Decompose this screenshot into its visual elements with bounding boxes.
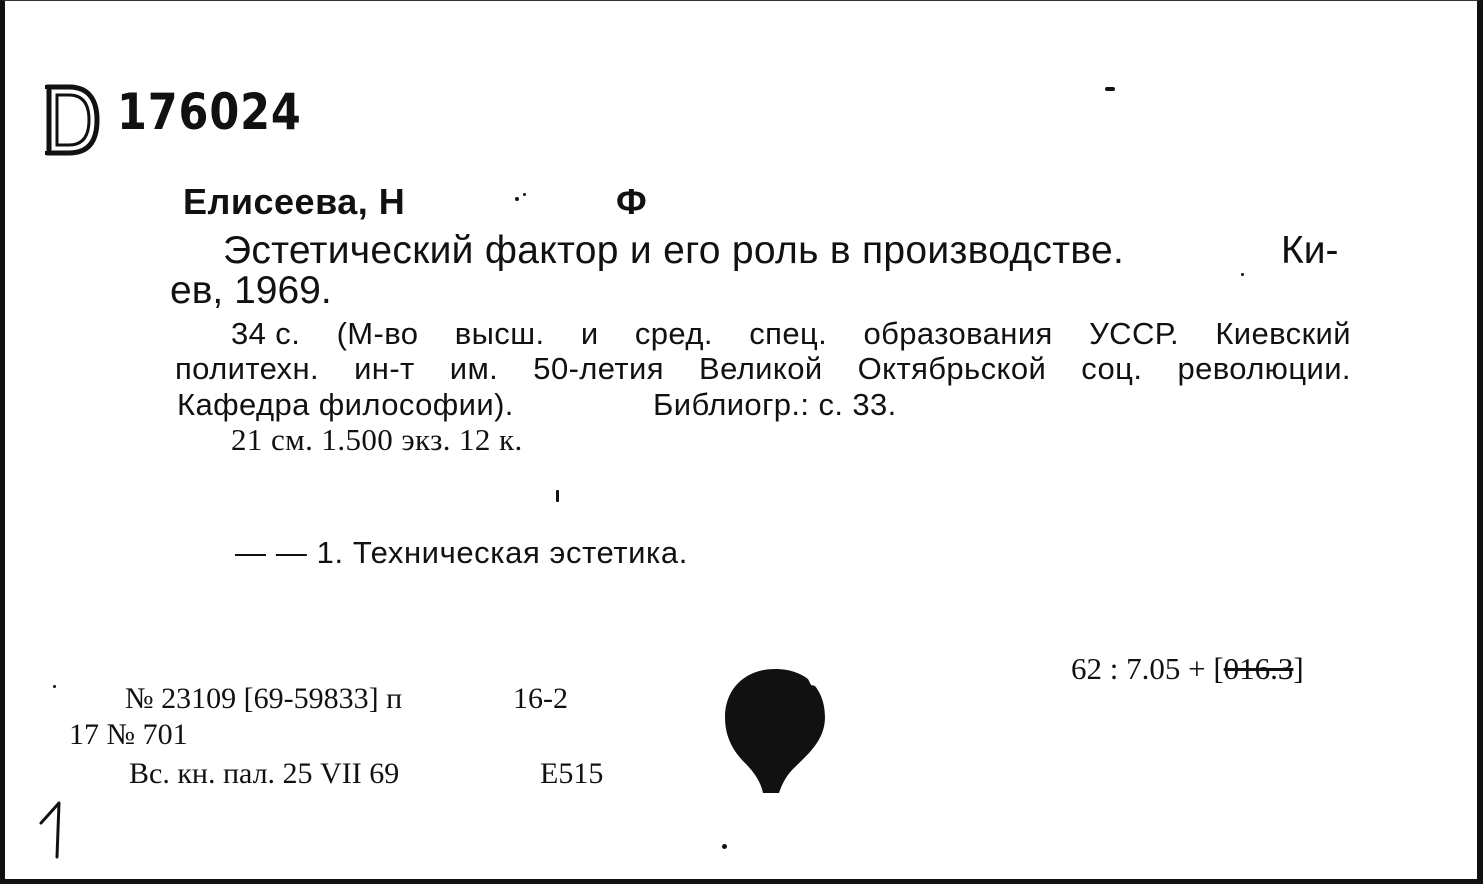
desc-word: Великой [699,351,823,386]
desc-word: соц. [1081,351,1143,386]
desc-word: 34 с. [231,316,301,351]
ink-speck [523,193,526,196]
stamp-number: 176024 [117,83,302,141]
ink-speck [1241,273,1244,276]
ink-speck [53,685,56,688]
subject-heading: — — 1. Техническая эстетика. [235,535,688,570]
desc-word: политехн. [175,351,319,386]
classification-struck: 016.3 [1223,651,1294,686]
author-second-initial: Ф [616,181,647,222]
desc-word: ин-т [354,351,415,386]
punched-hole-icon [723,665,827,795]
desc-word: образования [863,316,1053,351]
bibliography-note: Библиогр.: с. 33. [653,387,897,422]
desc-word: 50-летия [533,351,664,386]
description-line-3-left: Кафедра философии). [177,387,514,422]
ink-speck [722,844,727,849]
ink-speck [515,197,519,201]
physical-description: 21 см. 1.500 экз. 12 к. [231,422,523,457]
stamp-d-icon [43,81,101,159]
title-city-part: Ки- [1281,229,1339,272]
desc-word: УССР. [1089,316,1179,351]
description-line-1 [231,316,1351,352]
ink-speck [1105,87,1115,91]
desc-word: высш. [454,316,545,351]
title-line-2: ев, 1969. [170,269,332,312]
footer-index: Е515 [540,757,604,790]
title-line-1: Эстетический фактор и его роль в производстве. [223,229,1125,272]
desc-word: им. [449,351,499,386]
desc-word: Киевский [1215,316,1351,351]
desc-word: революции. [1177,351,1351,386]
desc-word: сред. [634,316,713,351]
desc-word: спец. [749,316,828,351]
classification-code [1071,651,1304,687]
desc-word: Октябрьской [857,351,1047,386]
desc-word: и [580,316,599,351]
footer-number: 17 № 701 [69,718,188,751]
classification-end: ] [1293,651,1304,686]
ink-speck [556,490,559,502]
classification-main: 62 : 7.05 + [ [1071,651,1224,686]
footer-chamber-date: Вс. кн. пал. 25 VII 69 [129,757,400,790]
handwritten-mark-icon [35,791,85,861]
footer-code: 16-2 [513,682,568,715]
desc-word: (М-во [336,316,419,351]
description-line-2 [175,351,1351,387]
author-name: Елисеева, Н [183,181,406,222]
footer-registration: № 23109 [69-59833] п [125,682,403,715]
